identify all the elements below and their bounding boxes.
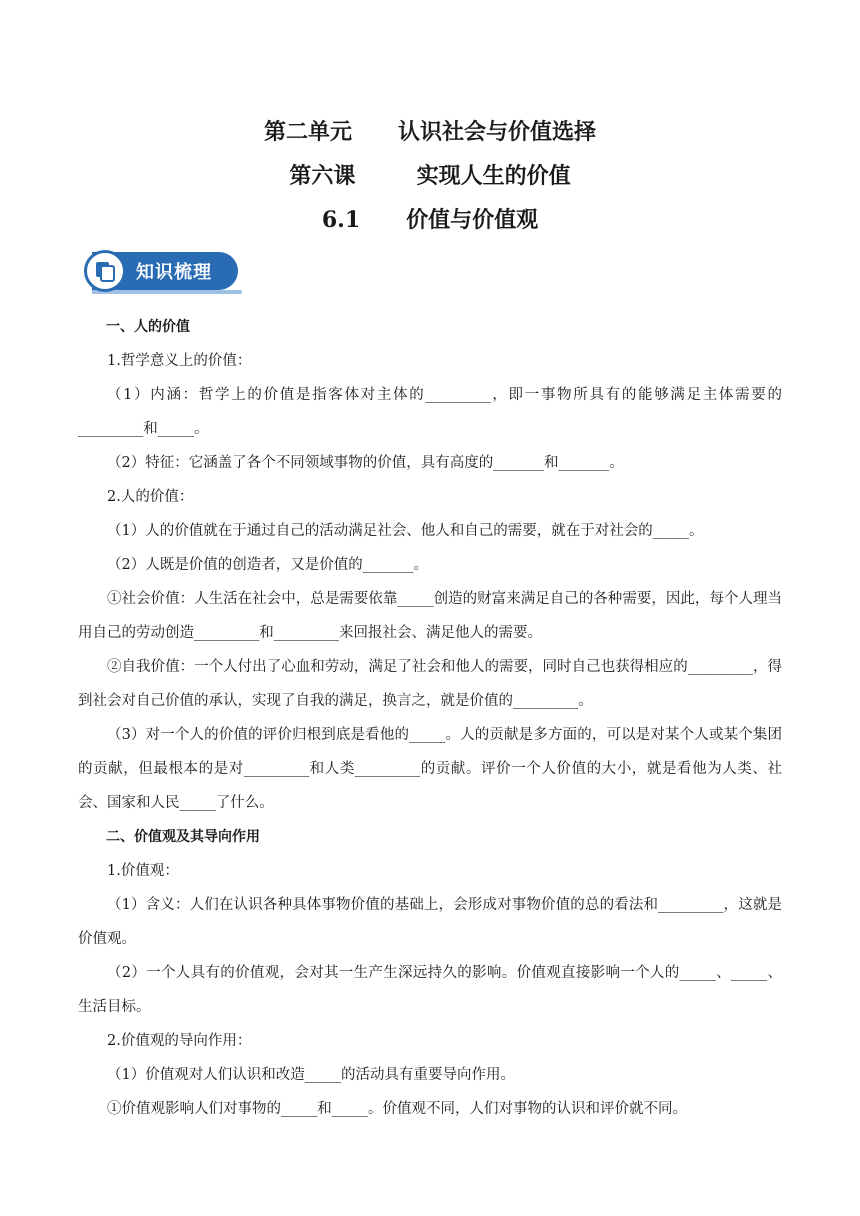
paragraph: 1.哲学意义上的价值： <box>107 353 252 369</box>
paragraph: ②自我价值：一个人付出了心血和劳动，满足了社会和他人的需要，同时自己也获得相应的_________，得到社会对自己价值的承认，实现了自我的满足，换言之，就是价值的_________。 <box>78 659 782 709</box>
paragraph: （1）人的价值就在于通过自己的活动满足社会、他人和自己的需要，就在于对社会的_____。 <box>107 523 704 539</box>
paragraph: 1.价值观： <box>107 863 179 879</box>
paragraph: （1）价值观对人们认识和改造_____的活动具有重要导向作用。 <box>107 1067 515 1083</box>
document-body <box>78 310 782 1126</box>
paragraph: （3）对一个人的价值的评价归根到底是看他的_____。人的贡献是多方面的，可以是对某个人或某个集团的贡献，但最根本的是对_________和人类_________的贡献。评价一个人价值的大小，就是看他为人类、社会、国家和人民_____了什么。 <box>78 727 782 811</box>
section-title: 6.1 价值与价值观 <box>321 207 539 233</box>
paragraph: 2.价值观的导向作用： <box>107 1033 252 1049</box>
paragraph: ①社会价值：人生活在社会中，总是需要依靠_____创造的财富来满足自己的各种需要，因此，每个人理当用自己的劳动创造_________和_________来回报社会、满足他人的需要。 <box>78 591 782 641</box>
paragraph: （2）一个人具有的价值观，会对其一生产生深远持久的影响。价值观直接影响一个人的_____、_____、生活目标。 <box>78 965 782 1015</box>
banner-circle <box>84 250 126 292</box>
documents-icon <box>93 259 117 283</box>
lesson-title: 第六课 实现人生的价值 <box>289 163 571 189</box>
paragraph: ①价值观影响人们对事物的_____和_____。价值观不同，人们对事物的认识和评价就不同。 <box>107 1101 687 1117</box>
title-block <box>0 110 860 242</box>
paragraph: （1）内涵：哲学上的价值是指客体对主体的_________，即一事物所具有的能够满足主体需要的_________和_____。 <box>78 387 782 437</box>
unit-title: 第二单元 认识社会与价值选择 <box>264 119 596 145</box>
section-heading: 一、人的价值 <box>106 319 190 335</box>
paragraph: （2）人既是价值的创造者，又是价值的_______。 <box>107 557 428 573</box>
paragraph: （1）含义：人们在认识各种具体事物价值的基础上，会形成对事物价值的总的看法和_________，这就是价值观。 <box>78 897 782 947</box>
knowledge-banner <box>84 250 240 294</box>
banner-label: 知识梳理 <box>136 262 212 283</box>
section-heading: 二、价值观及其导向作用 <box>106 829 260 845</box>
paragraph: （2）特征：它涵盖了各个不同领域事物的价值，具有高度的_______和_______。 <box>107 455 624 471</box>
paragraph: 2.人的价值： <box>107 489 194 505</box>
